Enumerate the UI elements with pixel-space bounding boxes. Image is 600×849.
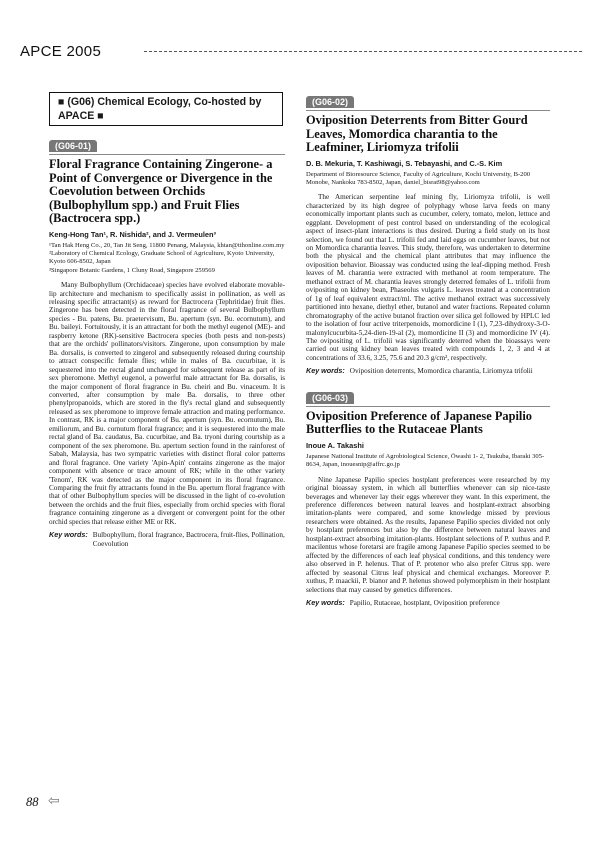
affiliation: Japanese National Institute of Agrobiological Science, Ōwashi 1- 2, Tsukuba, Ibaraki 305-8634, Japan, inouesnip@affrc.go.jp bbox=[306, 452, 545, 469]
keywords-label: Key words: bbox=[306, 366, 345, 376]
affiliation: Department of Bioresource Science, Faculty of Agriculture, Kochi University, B-200 Monobe, Nankoku 783-8502, Japan, daniel_bisrat98@yahoo.com bbox=[306, 170, 531, 186]
paper-abstract: Nine Japanese Papilio species hostplant preferences were researched by my original bioassay system, in which all butterflies whenever can sip nice-taste beverages and whenever lay their eggs wherever they want. In this experiment, the preference differences between natural leaves and hostplant-extract absorbing imitation-plants were compared, and some knowledge missed by previous researchers were obtained. As the results, Japanese Papilio species divided not only by hostplant preferences but also by the difference between natural leaves and hostplant-extract absorbing imitation-plants. Hostplant selections of P. xuthus and P. macilentus whose foretarsi are fragile among Japanese Papilio species seemed to be affected by the differences of each leaf physical conditions, and this tendency were also observed in P. helenus. That of P. protenor who also prefer Citrus spp. were affected by seasonal Citrus leaf physical and chemical exchanges. Moreover P. xuthus, P. maackii, P. bianor and P. helenus showed polymorphism in their hostplant selections that may caused by genetics differences. bbox=[306, 475, 550, 594]
tag-rule bbox=[306, 406, 550, 407]
keywords bbox=[306, 599, 550, 607]
keywords-label: Key words: bbox=[306, 597, 345, 607]
paper-g06-03 bbox=[306, 388, 550, 608]
affiliation: ³Singapore Botanic Gardens, 1 Cluny Road, Singapore 259569 bbox=[49, 266, 215, 274]
left-column bbox=[49, 92, 285, 548]
paper-title: Oviposition Preference of Japanese Papilio Butterflies to the Rutaceae Plants bbox=[306, 408, 532, 437]
keywords-label: Key words: bbox=[49, 530, 88, 540]
page-number: 88 bbox=[26, 795, 39, 809]
paper-authors: Keng-Hong Tan¹, R. Nishida², and J. Vermeulen³ bbox=[49, 229, 216, 239]
paper-abstract: The American serpentine leaf mining fly, Liriomyza trifolii, is well characterized by its high degree of polyphagy whose larva feeds on many economically important plants such as cucumber, celery, tomato, melon, lettuce and eggplant. Development of pest control based on understanding of the ecological aspect of insect-plant interactions is thus desired. During a field study on its host selection, we found out that L. trifolii fed and laid eggs on cucumber leaves, but not on Momordica charantia leaves. This study, therefore, was undertaken to determine both the physical and the chemical plant attributes that may influence the oviposition behavior. Bioassay was conducted using the leaf-dipping method. Fresh leaves of M. charantia were extracted with methanol at room temperature. The methanol extract of M. charantia leaves strongly deterred females of L. trifolii from ovipositing on kidney bean, Phaseolus vulgaris L. leaves treated at a concentration of 1g of leaf equivalent extract/ml. The active methanol extract was successively partitioned into hexane, diethyl ether, butanol and water fractions. Repeated column chromatography of the active butanol fraction over silica gel followed by HPLC led to the isolation of four active triterpenoids, momordicine I (1), 7,23-dihydroxy-3-O-malonylcucurbita-5,24-dien-19-al (2), momordicine II (3) and momordicine IV (4). The ovipositing of L. trifolii was significantly deterred when the bioassays were carried out using kidney bean leaves treated with compounds 1, 2, 3 and 4 at concentrations of 33.6, 3.25, 75.6 and 20.3 g/cm², respectively. bbox=[306, 193, 550, 362]
paper-tag: (G06-03) bbox=[306, 392, 354, 404]
paper-g06-01 bbox=[49, 136, 285, 548]
keywords-text: Bulbophyllum, floral fragrance, Bactrocera, fruit-flies, Pollination, Coevolution bbox=[92, 531, 285, 548]
header-title: APCE 2005 bbox=[20, 43, 102, 60]
paper-authors: Inoue A. Takashi bbox=[306, 440, 364, 450]
paper-title: Floral Fragrance Containing Zingerone- a Point of Convergence or Divergence in the Coevolution between Orchids (Bulbophyllum spp.) and Fruit Flies (Bactrocera spp.) bbox=[49, 157, 273, 225]
tag-rule bbox=[49, 154, 285, 155]
back-arrow-icon: ⇦ bbox=[48, 794, 60, 809]
keywords-text: Oviposition deterrents, Momordica charantia, Liriomyza trifolii bbox=[349, 367, 533, 376]
paper-tag: (G06-01) bbox=[49, 140, 97, 152]
keywords-text: Papilio, Rutaceae, hostplant, Oviposition preference bbox=[349, 598, 500, 607]
paper-tag: (G06-02) bbox=[306, 96, 354, 108]
paper-abstract: Many Bulbophyllum (Orchidaceae) species have evolved elaborate movable-lip architecture and mechanism to specifically assist in pollination, as well as releasing specific attractant(s) as reward for Bactrocera (Tephritidae) fruit flies. Zingerone has been detected in the floral fragrance of several Bulbophyllum species - Bu. patens, Bu. praetervisum, Bu. apertum (syn. Bu. ecornutum), and Bu. baileyi. Fortuitously, it is an attractant for both the methyl eugenol (ME)- and raspberry ketone (RK)-sensitive Bactrocera species (both pests and non-pests) that are the orchids' pollinators/visitors. Zingerone, upon consumption by male Ba. dorsalis, is converted to zingerol and subsequently released during courtship to attract conspecific female flies; while in males of Ba. cucurbitae, it is sequestered into the rectal gland unchanged for subsequent release as part of its sex pheromone. Methyl eugenol, a powerful male attractant for Ba. dorsalis, is the major component of floral fragrance in Bu. cheiri and Bu. vinaceum. It is converted, after consumption by male Ba. dorsalis, to three other phenylpropanoids, which are stored in the fly's rectal gland and subsequently released as sex pheromone to improve female attraction and mating performance. In contrast, RK is a major component of Bu. apertum (syn. Bu. ecornutum), Bu. emiliorum, and Bu. cornutum floral fragrance; and it is sequestered into the male rectal gland of Ba. caudatus, Ba. cucurbitae, and Ba. tryoni during courtship as a component of the sex pheromone. Bu. apertum section found in the rainforest of Sabah, Malaysia, has two sympatric varieties with distinct floral color patterns and floral fragrance. One variety 'Apin-Apin' contains zingerone as the major component with absence or trace amount of RK; while in the other variety 'Tenom', RK was detected as the major component in its floral fragrance. Comparing the fruit fly attractants found in the Bu. apertum floral fragrance with that of other Bulbophyllum species will be discussed in the light of co-evolution between the orchids and the fruit flies, especially from orchid species with floral fragrance containing zingerone as a divergent or convergent point for the other orchid species that release either ME or RK. bbox=[49, 281, 285, 526]
affiliation: ¹Tan Hak Heng Co., 20, Tan Jit Seng, 11800 Penang, Malaysia, khtan@tthonline.com.my bbox=[49, 241, 285, 249]
paper-g06-02 bbox=[306, 92, 550, 376]
paper-authors: D. B. Mekuria, T. Kashiwagi, S. Tebayashi, and C.-S. Kim bbox=[306, 158, 503, 168]
keywords bbox=[49, 531, 285, 548]
header-rule bbox=[144, 51, 582, 52]
page-header bbox=[20, 43, 582, 63]
section-heading: ■ (G06) Chemical Ecology, Co-hosted by APACE ■ bbox=[49, 92, 283, 126]
tag-rule bbox=[306, 110, 550, 111]
paper-title: Oviposition Deterrents from Bitter Gourd Leaves, Momordica charantia to the Leafminer, Liriomyza trifolii bbox=[306, 113, 528, 154]
affiliation: ²Laboratory of Chemical Ecology, Graduate School of Agriculture, Kyoto University, Kyoto 606-8502, Japan bbox=[49, 249, 275, 266]
right-column bbox=[306, 92, 550, 607]
keywords bbox=[306, 367, 550, 375]
